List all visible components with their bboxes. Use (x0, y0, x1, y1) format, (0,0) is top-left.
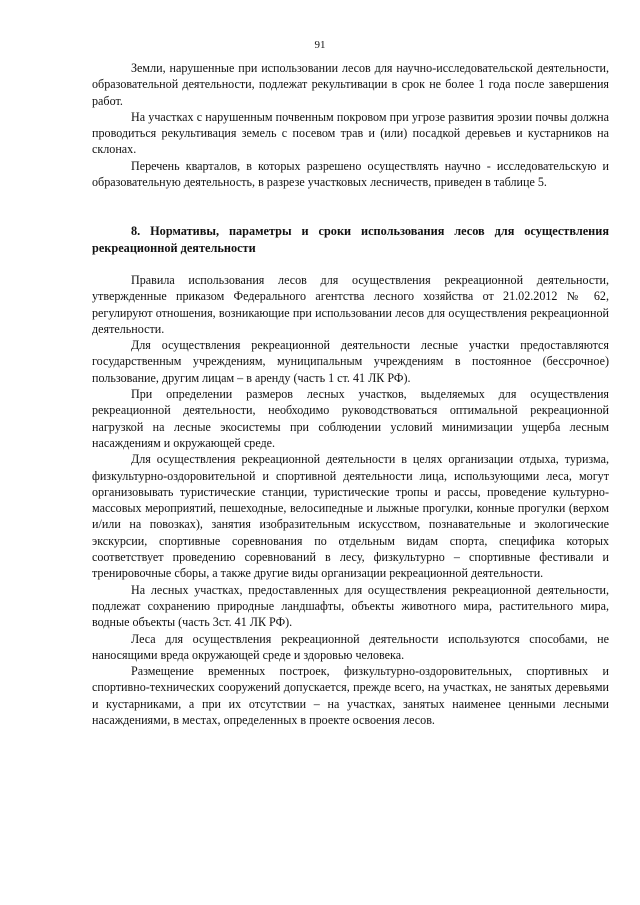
paragraph-temporary-buildings: Размещение временных построек, физкультурно-оздоровительных, спортивных и спортивно-технических сооружений допускается, прежде всего, на участках, не занятых деревьями и кустарниками, а при их отсутствии – на участках, занятых наименее ценными лесными насаждениями, в местах, определенных в проекте освоения лесов. (92, 664, 609, 727)
section-heading: 8. Нормативы, параметры и сроки использования лесов для осуществления рекреационной деятельности (92, 224, 609, 255)
paragraph-quarters-list: Перечень кварталов, в которых разрешено осуществлять научно - исследовательскую и образовательную деятельность, в разрезе участковых лесничеств, приведен в таблице 5. (92, 158, 609, 190)
paragraph-activities: Для осуществления рекреационной деятельности в целях организации отдыха, туризма, физкультурно-оздоровительной и спортивной деятельности лица, использующими леса, могут организовывать туристические станции, туристические тропы и рассы, проведение культурно-массовых мероприятий, пешеходные, велосипедные и лыжные прогулки, конные прогулки (верхом и/или на повозках), занятия изобразительным искусством, познавательные и экологические экскурсии, спортивные соревнования по отдельным видам спорта, специфика которых соответствует проведению соревнований в лесу, физкультурно – спортивные фестивали и тренировочные сборы, а также другие виды организации рекреационной деятельности. (92, 452, 609, 581)
spacer (92, 190, 609, 223)
spacer (92, 256, 609, 272)
page-number: 91 (314, 39, 326, 51)
paragraph-methods: Леса для осуществления рекреационной деятельности используются способами, не наносящими вреда окружающей среде и здоровью человека. (92, 631, 609, 662)
paragraph-rules: Правила использования лесов для осуществления рекреационной деятельности, утвержденные приказом Федерального агентства лесного хозяйства от 21.02.2012 № 62, регулируют отношения, возникающие при использовании лесов для осуществления рекреационной деятельности. (92, 272, 609, 336)
paragraph-land-recultivation: Земли, нарушенные при использовании лесов для научно-исследовательской деятельности, образовательной деятельности, подлежат рекультивации в срок не более 1 года после завершения работ. (92, 61, 609, 108)
paragraph-landscapes: На лесных участках, предоставленных для осуществления рекреационной деятельности, подлежат сохранению природные ландшафты, объекты животного мира, растительного мира, водные объекты (часть 3ст. 41 ЛК РФ). (92, 582, 609, 630)
document-body (92, 60, 609, 728)
paragraph-erosion-recultivation: На участках с нарушенным почвенным покровом при угрозе развития эрозии почвы должна проводиться рекультивация земель с посевом трав и (или) посадкой деревьев и кустарников на склонах. (92, 109, 609, 157)
paragraph-plot-sizes: При определении размеров лесных участков, выделяемых для осуществления рекреационной деятельности, необходимо руководствоваться оптимальной рекреационной нагрузкой на лесные экосистемы при соблюдении условий минимизации ущерба лесным насаждениям и окружающей среде. (92, 387, 609, 450)
paragraph-provision: Для осуществления рекреационной деятельности лесные участки предоставляются государственным учреждениям, муниципальным учреждениям в постоянное (бессрочное) пользование, другим лицам – в аренду (часть 1 ст. 41 ЛК РФ). (92, 338, 609, 385)
